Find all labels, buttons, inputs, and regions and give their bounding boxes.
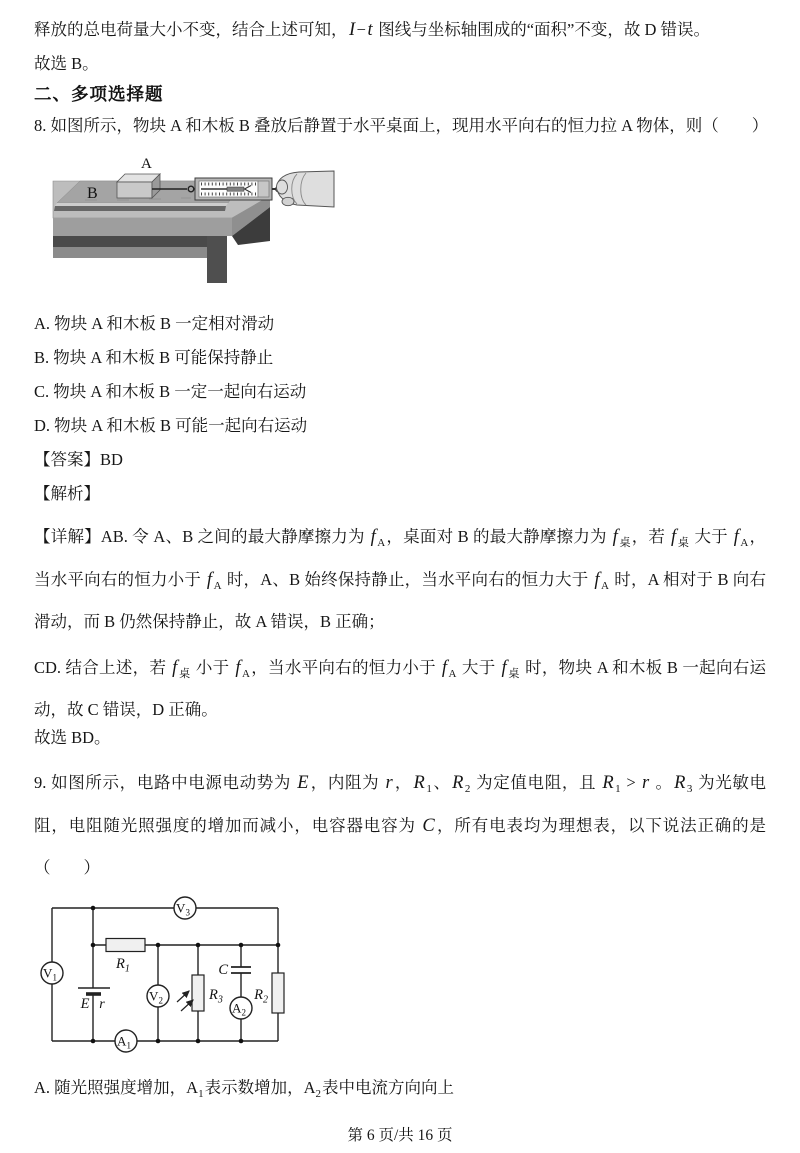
resistor-r2	[272, 973, 284, 1013]
board-b-front-face	[54, 206, 226, 211]
board-b-bevel	[55, 203, 228, 206]
resistor-r1-label: $R_1$	[116, 956, 130, 975]
table-apron	[53, 236, 227, 247]
spring-scale-cap	[258, 181, 269, 197]
prev-solution-conclusion: 故选 B。	[34, 54, 99, 73]
resistor-r3-label: $R_3$	[209, 987, 223, 1006]
q8-conclusion: 故选 BD。	[34, 728, 111, 747]
light-arrow-2	[181, 1000, 193, 1011]
q8-option-a: A. 物块 A 和木板 B 一定相对滑动	[34, 314, 275, 333]
q8-option-c: C. 物块 A 和木板 B 一定一起向右运动	[34, 382, 307, 401]
spring-scale	[195, 178, 282, 200]
resistor-r3-body	[192, 975, 204, 1011]
q8-option-b: B. 物块 A 和木板 B 可能保持静止	[34, 348, 274, 367]
tabletop-front-face	[53, 218, 232, 236]
q8-detail-ab: 【详解】AB. 令 A、B 之间的最大静摩擦力为 f $_A$，桌面对 B 的最大静摩擦力为 f $_桌$，若 f $_桌$ 大于 f $_A$，当水平向右的恒力小于 f $_A$ 时，A、B 始终保持静止，当水平向右的恒力大于 f $_A$ 时，A 相对于 B 向右滑动，而 B 仍然保持静止，故 A 错误，B 正确；	[34, 526, 767, 631]
battery	[78, 988, 110, 1012]
junction-dots	[91, 906, 281, 1044]
internal-resistance-label: r	[99, 997, 105, 1012]
voltmeter-v1-label: $V_1$	[43, 965, 57, 983]
q8-figure	[45, 153, 766, 299]
voltmeter-v2-label: $V_2$	[149, 988, 163, 1006]
answer-tag: 【答案】	[34, 450, 100, 469]
block-a-front	[117, 182, 152, 198]
q9-circuit-svg	[34, 893, 304, 1065]
emf-label: E	[80, 996, 90, 1012]
q8-figure-svg	[45, 153, 345, 299]
section-heading: 二、多项选择题	[34, 84, 164, 104]
answer-value: BD	[100, 450, 123, 469]
scale-slider	[227, 187, 244, 191]
hand-fingers-pinch	[277, 180, 288, 194]
hand-thumb	[282, 197, 294, 205]
resistor-r2-label: $R_2$	[254, 987, 268, 1006]
q8-answer-line	[34, 443, 766, 477]
photoresistor-r3	[177, 975, 223, 1011]
table-lower-rail	[53, 247, 227, 258]
capacitor-c	[218, 962, 251, 978]
prev-solution-line: 释放的总电荷量大小不变，结合上述可知，I−t 图线与坐标轴围成的“面积”不变，故 D 错误。	[34, 19, 711, 39]
light-arrow-1	[177, 991, 189, 1002]
voltmeter-v3-label: $V_3$	[176, 900, 190, 918]
capacitor-label: C	[218, 962, 228, 978]
ammeter-a2-label: $A_2$	[232, 1000, 246, 1018]
q9-circuit-figure	[34, 893, 766, 1065]
hand	[277, 171, 335, 207]
ammeter-a1-label: $A_1$	[117, 1033, 131, 1051]
page-footer: 第 6 页/共 16 页	[347, 1127, 453, 1144]
q8-stem: 8. 如图所示，物块 A 和木板 B 叠放后静置于水平桌面上，现用水平向右的恒力拉 A 物体，则（ ）	[34, 116, 769, 135]
q8-detail-cd: CD. 结合上述，若 f $_桌$ 小于 f $_A$，当水平向右的恒力小于 f $_A$ 大于 f $_桌$ 时，物块 A 和木板 B 一起向右运动，故 C 错误，D 正确。	[34, 657, 767, 719]
q9-option-a: A. 随光照强度增加，$A_1$表示数增加，$A_2$表中电流方向向上	[34, 1078, 455, 1100]
q9-stem: 9. 如图所示，电路中电源电动势为 E，内阻为 r，R $_1$、R $_2$ 为定值电阻，且 R $_1$ > r 。R $_3$ 为光敏电阻，电阻随光照强度的增加而减小，电容器电容为 C，所有电表均为理想表，以下说法正确的是（ ）	[34, 772, 767, 877]
circuit-wires	[52, 908, 278, 1041]
block-a-label: A	[141, 156, 152, 172]
block-a	[117, 174, 160, 198]
resistor-r1	[106, 939, 145, 952]
q8-option-d: D. 物块 A 和木板 B 可能一起向右运动	[34, 416, 308, 435]
q8-analysis-tag: 【解析】	[34, 484, 100, 503]
board-b-label: B	[87, 185, 98, 202]
table-leg	[207, 236, 227, 283]
